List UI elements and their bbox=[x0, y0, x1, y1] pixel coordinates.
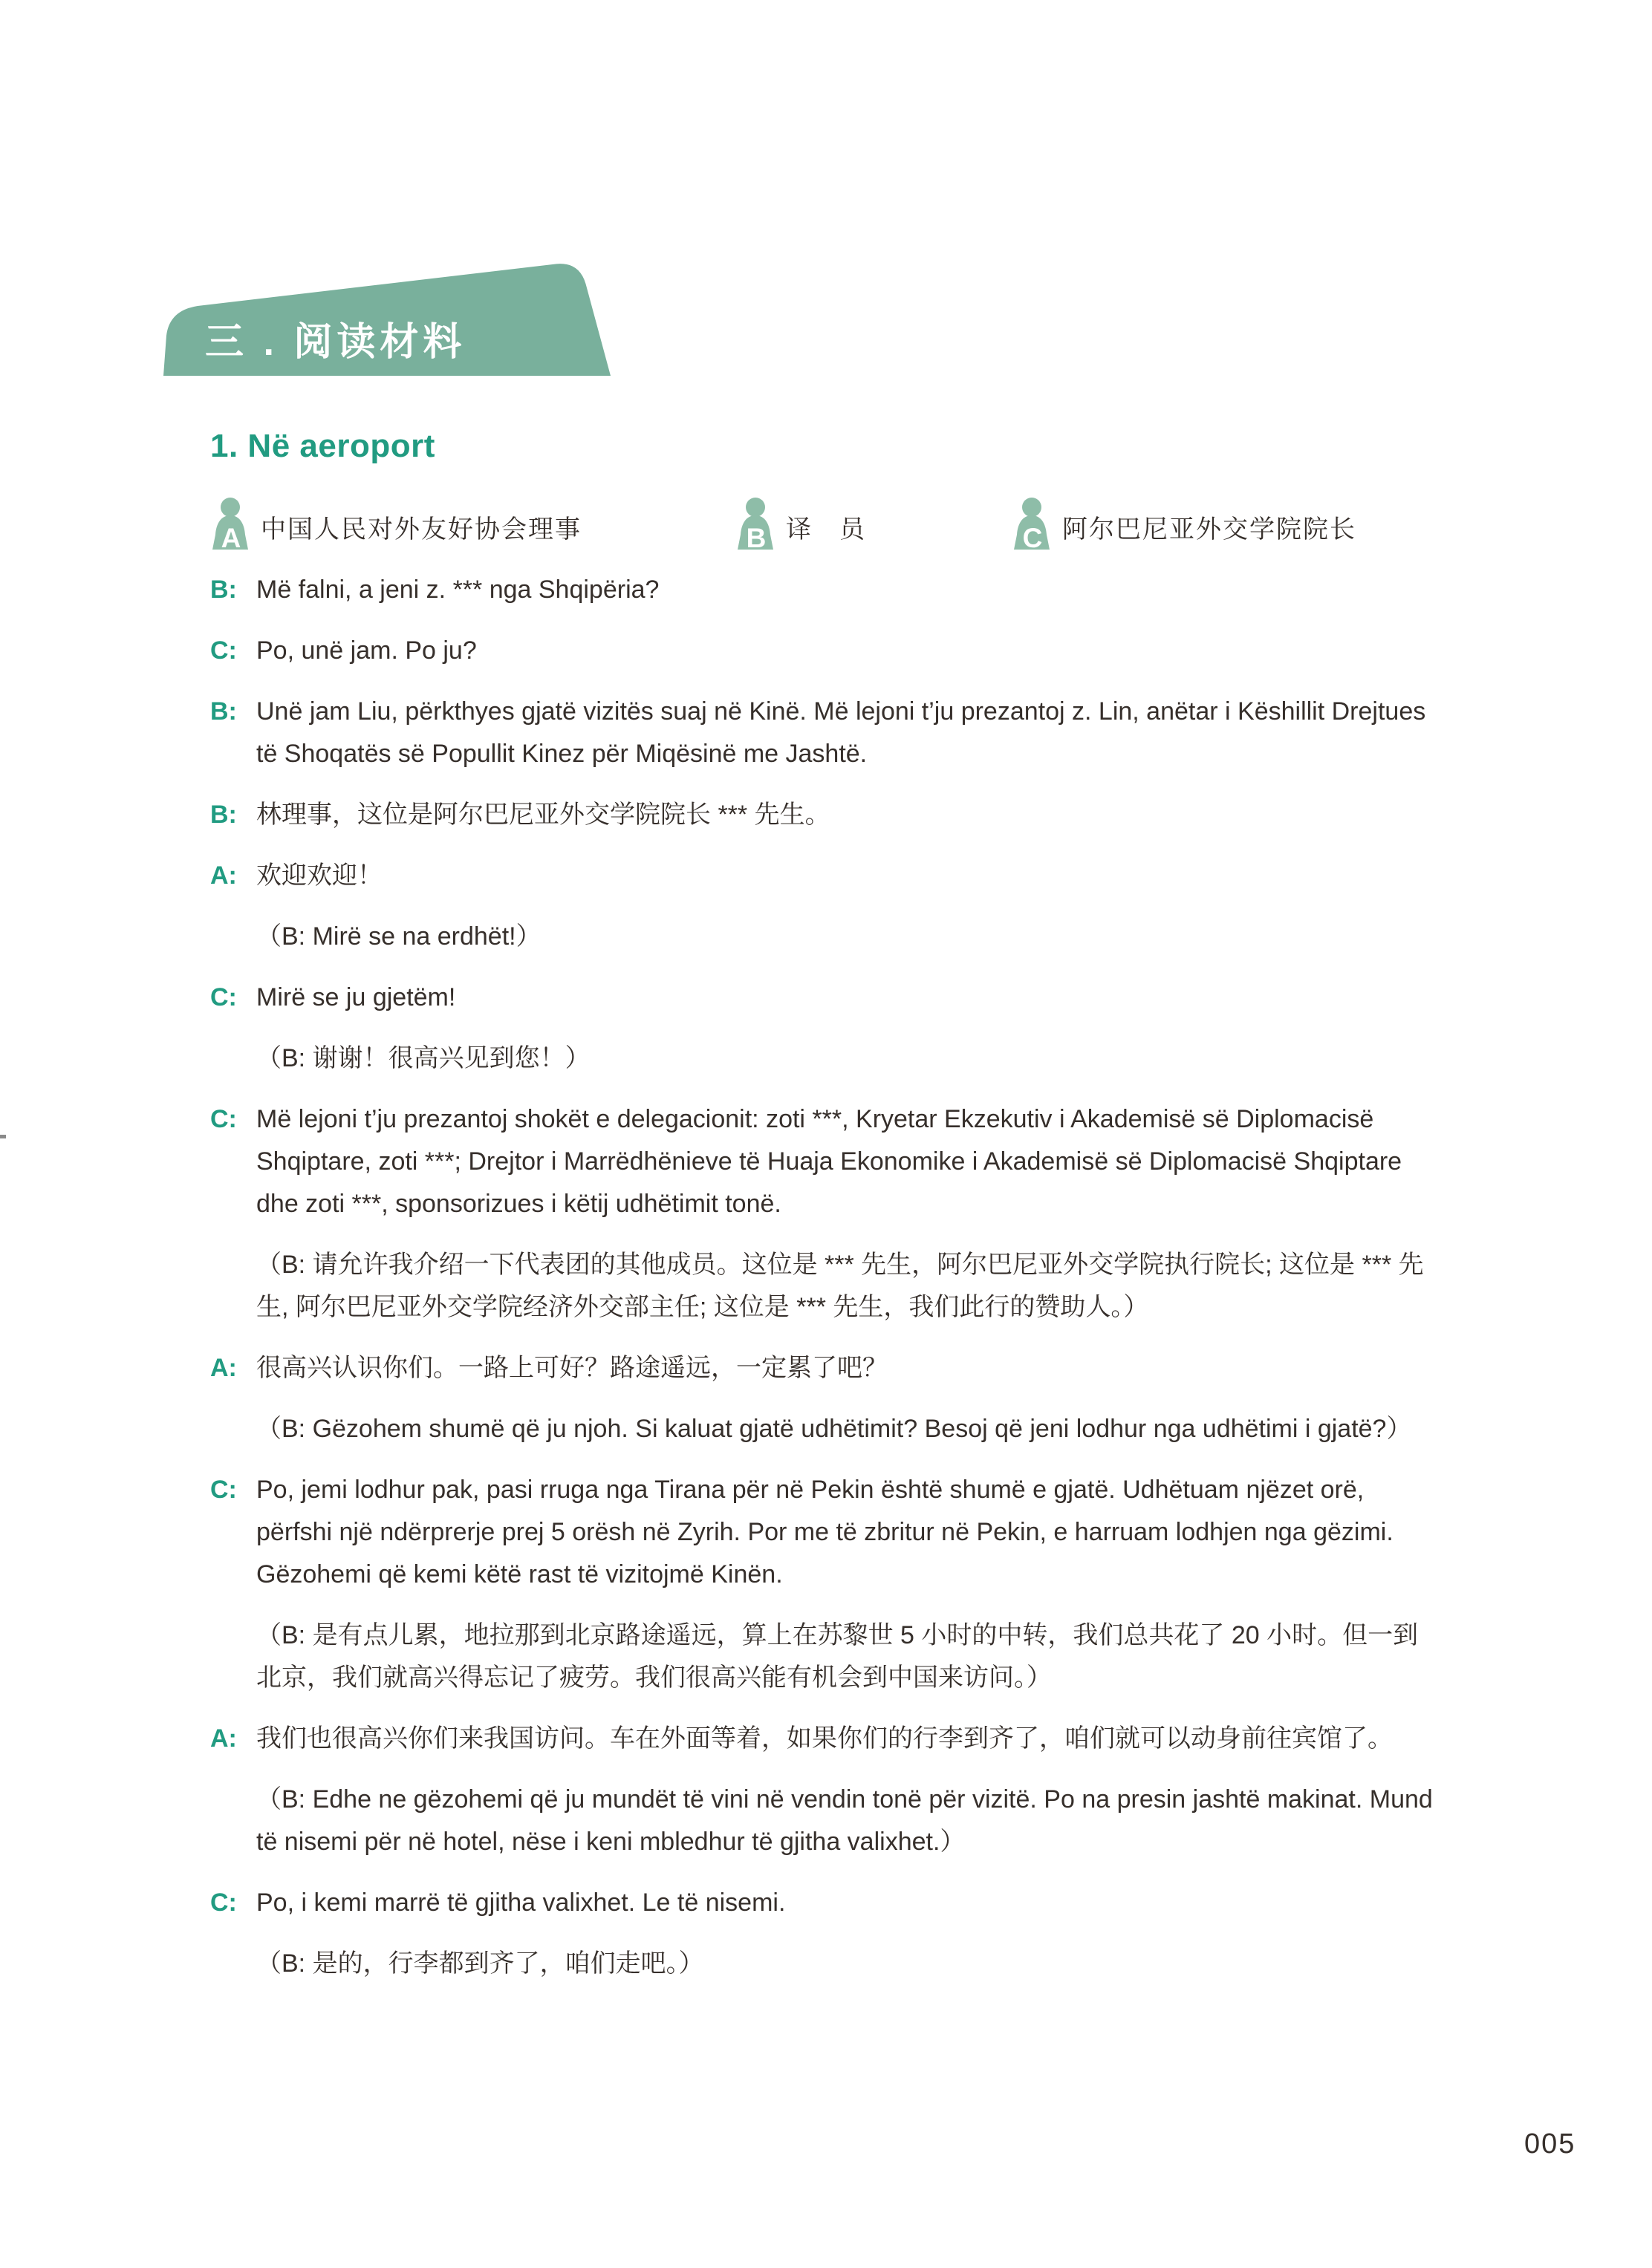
person-icon bbox=[210, 498, 252, 554]
section-banner bbox=[156, 258, 611, 376]
person-icon bbox=[1012, 498, 1053, 554]
banner-title: 三 . 阅读材料 bbox=[205, 321, 466, 364]
speaker-label: C: bbox=[210, 983, 237, 1012]
speaker-label: B: bbox=[210, 697, 237, 726]
dialogue-line bbox=[210, 794, 1441, 836]
dialogue-text: Më lejoni t’ju prezantoj shokët e delegacionit: zoti ***, Kryetar Ekzekutiv i Akademisë së Diplomacisë Shqiptare, zoti ***; Drejtor i Marrëdhënieve të Huaja Ekonomike i Akademisë së Diplomacisë Shqiptare dhe zoti ***, sponsorizues i këtij udhëtimit tonë. bbox=[256, 1105, 1402, 1219]
dialogue-line bbox=[210, 1943, 1441, 1985]
dialogue-line bbox=[210, 1347, 1441, 1389]
page-edge-mark bbox=[0, 1135, 6, 1138]
dialogue-text: Unë jam Liu, përkthyes gjatë vizitës suaj në Kinë. Më lejoni t’ju prezantoj z. Lin, anëtar i Këshillit Drejtues të Shoqatës së Popullit Kinez për Miqësinë me Jashtë. bbox=[256, 697, 1426, 769]
role-legend-item-a bbox=[210, 498, 582, 554]
dialogue-line bbox=[210, 1882, 1441, 1924]
dialogue-line bbox=[210, 1037, 1441, 1080]
role-legend-item-b bbox=[735, 498, 866, 554]
dialogue-line bbox=[210, 1469, 1441, 1596]
dialogue bbox=[210, 569, 1441, 1985]
role-letter: B bbox=[746, 523, 767, 554]
dialogue-text: 我们也很高兴你们来我国访问。车在外面等着，如果你们的行李到齐了，咱们就可以动身前往宾馆了。 bbox=[256, 1724, 1393, 1753]
speaker-label: B: bbox=[210, 801, 237, 830]
dialogue-text: 欢迎欢迎！ bbox=[256, 861, 383, 890]
dialogue-text: （B: Gëzohem shumë që ju njoh. Si kaluat gjatë udhëtimit? Besoj që jeni lodhur nga udhëtimi i gjatë?） bbox=[256, 1415, 1412, 1444]
dialogue-text: Po, unë jam. Po ju? bbox=[256, 636, 477, 665]
role-label: 译 员 bbox=[786, 515, 866, 544]
dialogue-line bbox=[210, 1408, 1441, 1450]
dialogue-line bbox=[210, 691, 1441, 775]
dialogue-line bbox=[210, 1098, 1441, 1225]
dialogue-text: （B: 是的，行李都到齐了，咱们走吧。） bbox=[256, 1949, 704, 1978]
dialogue-text: Po, jemi lodhur pak, pasi rruga nga Tirana për në Pekin është shumë e gjatë. Udhëtuam njëzet orë, përfshi një ndërprerje prej 5 orësh në Zyrih. Por me të zbritur në Pekin, e harruam lodhjen nga gëzimi. Gëzohemi që kemi këtë rast të vizitojmë Kinën. bbox=[256, 1476, 1394, 1589]
speaker-label: C: bbox=[210, 636, 237, 665]
speaker-label: B: bbox=[210, 576, 237, 605]
dialogue-text: （B: Edhe ne gëzohemi që ju mundët të vini në vendin tonë për vizitë. Po na presin jashtë makinat. Mund të nisemi për në hotel, nëse i keni mbledhur të gjitha valixhet.） bbox=[256, 1785, 1433, 1857]
speaker-label: A: bbox=[210, 861, 237, 890]
dialogue-text: 林理事，这位是阿尔巴尼亚外交学院院长 *** 先生。 bbox=[256, 801, 830, 830]
dialogue-text: （B: 谢谢！很高兴见到您！） bbox=[256, 1044, 591, 1073]
dialogue-line bbox=[210, 855, 1441, 897]
dialogue-text: （B: Mirë se na erdhët!） bbox=[256, 922, 542, 951]
dialogue-text: 很高兴认识你们。一路上可好？路途遥远，一定累了吧？ bbox=[256, 1354, 888, 1383]
dialogue-line bbox=[210, 1718, 1441, 1760]
speaker-label: C: bbox=[210, 1889, 237, 1917]
role-label: 中国人民对外友好协会理事 bbox=[261, 515, 582, 544]
dialogue-text: （B: 请允许我介绍一下代表团的其他成员。这位是 *** 先生，阿尔巴尼亚外交学院执行院长; 这位是 *** 先生, 阿尔巴尼亚外交学院经济外交部主任; 这位是 *** 先生，我们此行的赞助人。） bbox=[256, 1251, 1424, 1322]
dialogue-line bbox=[210, 1779, 1441, 1863]
dialogue-line bbox=[210, 916, 1441, 958]
role-letter: C bbox=[1022, 523, 1043, 554]
dialogue-text: Më falni, a jeni z. *** nga Shqipëria? bbox=[256, 576, 660, 605]
dialogue-line bbox=[210, 569, 1441, 611]
speaker-label: C: bbox=[210, 1476, 237, 1505]
dialogue-text: （B: 是有点儿累，地拉那到北京路途遥远，算上在苏黎世 5 小时的中转，我们总共花了 20 小时。但一到北京，我们就高兴得忘记了疲劳。我们很高兴能有机会到中国来访问。） bbox=[256, 1621, 1419, 1692]
dialogue-text: Mirë se ju gjetëm! bbox=[256, 983, 456, 1012]
role-letter: A bbox=[221, 523, 241, 554]
page-content bbox=[210, 429, 1441, 2004]
dialogue-line bbox=[210, 977, 1441, 1019]
dialogue-line bbox=[210, 1244, 1441, 1329]
person-icon bbox=[735, 498, 777, 554]
dialogue-line bbox=[210, 1614, 1441, 1699]
dialogue-line bbox=[210, 630, 1441, 672]
roles-legend bbox=[210, 496, 1441, 554]
section-title: 1. Në aeroport bbox=[210, 428, 435, 464]
dialogue-text: Po, i kemi marrë të gjitha valixhet. Le të nisemi. bbox=[256, 1889, 786, 1917]
speaker-label: C: bbox=[210, 1105, 237, 1134]
page-number: 005 bbox=[1524, 2128, 1576, 2160]
role-label: 阿尔巴尼亚外交学院院长 bbox=[1062, 515, 1356, 544]
speaker-label: A: bbox=[210, 1724, 237, 1753]
speaker-label: A: bbox=[210, 1354, 237, 1383]
role-legend-item-c bbox=[1012, 498, 1356, 554]
